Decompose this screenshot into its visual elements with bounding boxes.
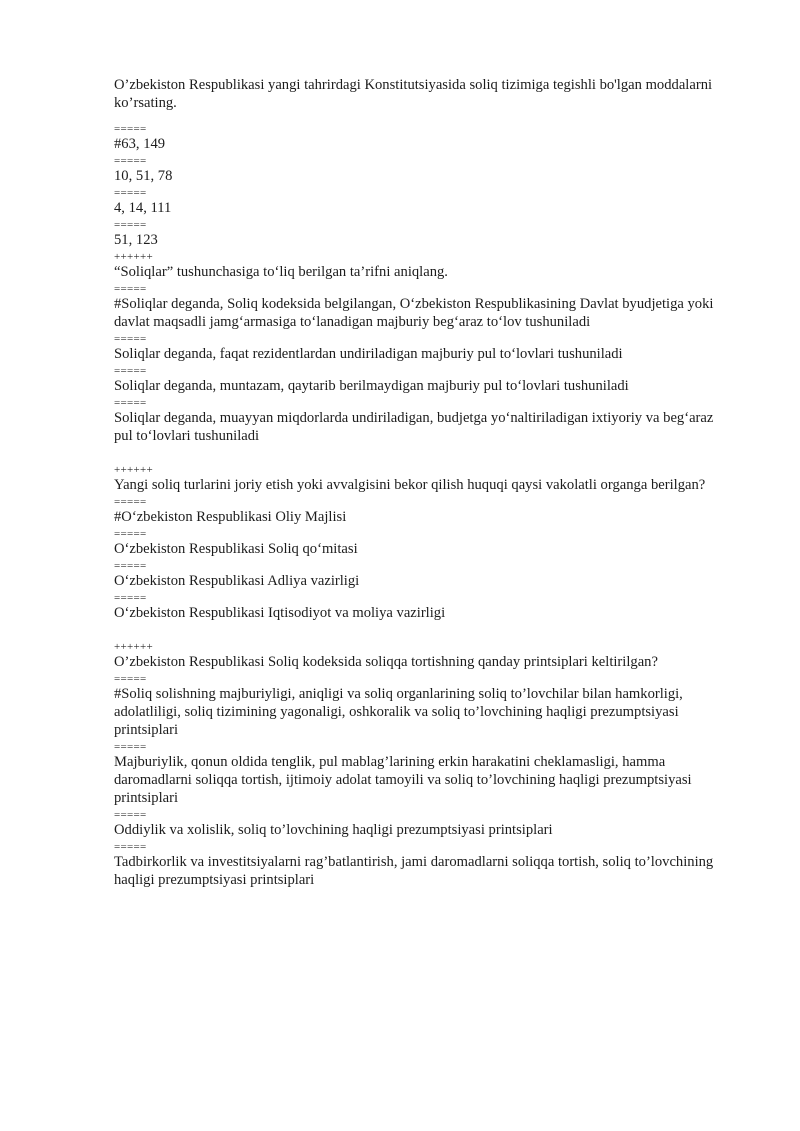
answer-option: #63, 149 bbox=[114, 136, 166, 152]
question-text: “Soliqlar” tushunchasiga to‘liq berilgan ta’rifni aniqlang. bbox=[114, 264, 448, 280]
answer-option: O‘zbekiston Respublikasi Iqtisodiyot va moliya vazirligi bbox=[114, 605, 446, 621]
question-text: O’zbekiston Respublikasi yangi tahrirdagi Konstitutsiyasida soliq tizimiga tegishli bo'lgan moddalarni ko’rsating. bbox=[114, 77, 713, 111]
answer-separator: ===== bbox=[114, 528, 147, 540]
answer-option: Soliqlar deganda, muayyan miqdorlarda undiriladigan, budjetga yo‘naltiriladigan ixtiyoriy va beg‘araz pul to‘lovlari tushuniladi bbox=[114, 410, 714, 444]
question-block bbox=[114, 251, 734, 445]
answer-option: 10, 51, 78 bbox=[114, 168, 173, 184]
answer-separator: ===== bbox=[114, 673, 147, 685]
answer-option: #Soliqlar deganda, Soliq kodeksida belgilangan, O‘zbekiston Respublikasining Davlat byudjetiga yoki davlat maqsadli jamg‘armasiga to‘lanadigan majburiy beg‘araz to‘lov tushuniladi bbox=[114, 296, 714, 330]
answer-separator: ===== bbox=[114, 219, 147, 231]
answer-separator: ===== bbox=[114, 809, 147, 821]
answer-option: Soliqlar deganda, muntazam, qaytarib berilmaydigan majburiy pul to‘lovlari tushuniladi bbox=[114, 378, 629, 394]
answer-separator: ===== bbox=[114, 187, 147, 199]
answer-option: #Soliq solishning majburiyligi, aniqligi va soliq organlarining soliq to’lovchilar bilan hamkorligi, adolatliligi, soliq tizimining yagonaligi, oshkoralik va soliq to’lovchining haqligi prezumptsiyasi printsiplari bbox=[114, 686, 683, 738]
answer-option: O‘zbekiston Respublikasi Adliya vazirligi bbox=[114, 573, 360, 589]
question-separator: ++++++ bbox=[114, 641, 154, 653]
answer-separator: ===== bbox=[114, 841, 147, 853]
answer-separator: ===== bbox=[114, 333, 147, 345]
question-text: O’zbekiston Respublikasi Soliq kodeksida soliqqa tortishning qanday printsiplari keltirilgan? bbox=[114, 654, 658, 670]
question-separator: ++++++ bbox=[114, 251, 154, 263]
answer-option: #O‘zbekiston Respublikasi Oliy Majlisi bbox=[114, 509, 347, 525]
answer-option: Tadbirkorlik va investitsiyalarni rag’batlantirish, jami daromadlarni soliqqa tortish, soliq to’lovchining haqligi prezumptsiyasi printsiplari bbox=[114, 854, 714, 888]
answer-separator: ===== bbox=[114, 397, 147, 409]
document-page bbox=[114, 76, 734, 889]
question-block bbox=[114, 464, 734, 622]
answer-separator: ===== bbox=[114, 560, 147, 572]
answer-separator: ===== bbox=[114, 365, 147, 377]
answer-separator: ===== bbox=[114, 123, 147, 135]
answer-separator: ===== bbox=[114, 592, 147, 604]
question-text: Yangi soliq turlarini joriy etish yoki avvalgisini bekor qilish huquqi qaysi vakolatli organga berilgan? bbox=[114, 477, 706, 493]
answer-option: 51, 123 bbox=[114, 232, 158, 248]
answer-separator: ===== bbox=[114, 496, 147, 508]
answer-option: Majburiylik, qonun oldida tenglik, pul mablag’larining erkin harakatini cheklamasligi, hamma daromadlarni soliqqa tortish, ijtimoiy adolat tamoyili va soliq to’lovchining haqligi prezumptsiyasi printsiplari bbox=[114, 754, 692, 806]
answer-option: Oddiylik va xolislik, soliq to’lovchining haqligi prezumptsiyasi printsiplari bbox=[114, 822, 553, 838]
question-block bbox=[114, 76, 734, 249]
answer-separator: ===== bbox=[114, 741, 147, 753]
answer-separator: ===== bbox=[114, 155, 147, 167]
answer-separator: ===== bbox=[114, 283, 147, 295]
answer-option: Soliqlar deganda, faqat rezidentlardan undiriladigan majburiy pul to‘lovlari tushuniladi bbox=[114, 346, 623, 362]
question-block bbox=[114, 641, 734, 889]
answer-option: 4, 14, 111 bbox=[114, 200, 172, 216]
answer-option: O‘zbekiston Respublikasi Soliq qo‘mitasi bbox=[114, 541, 358, 557]
question-separator: ++++++ bbox=[114, 464, 154, 476]
